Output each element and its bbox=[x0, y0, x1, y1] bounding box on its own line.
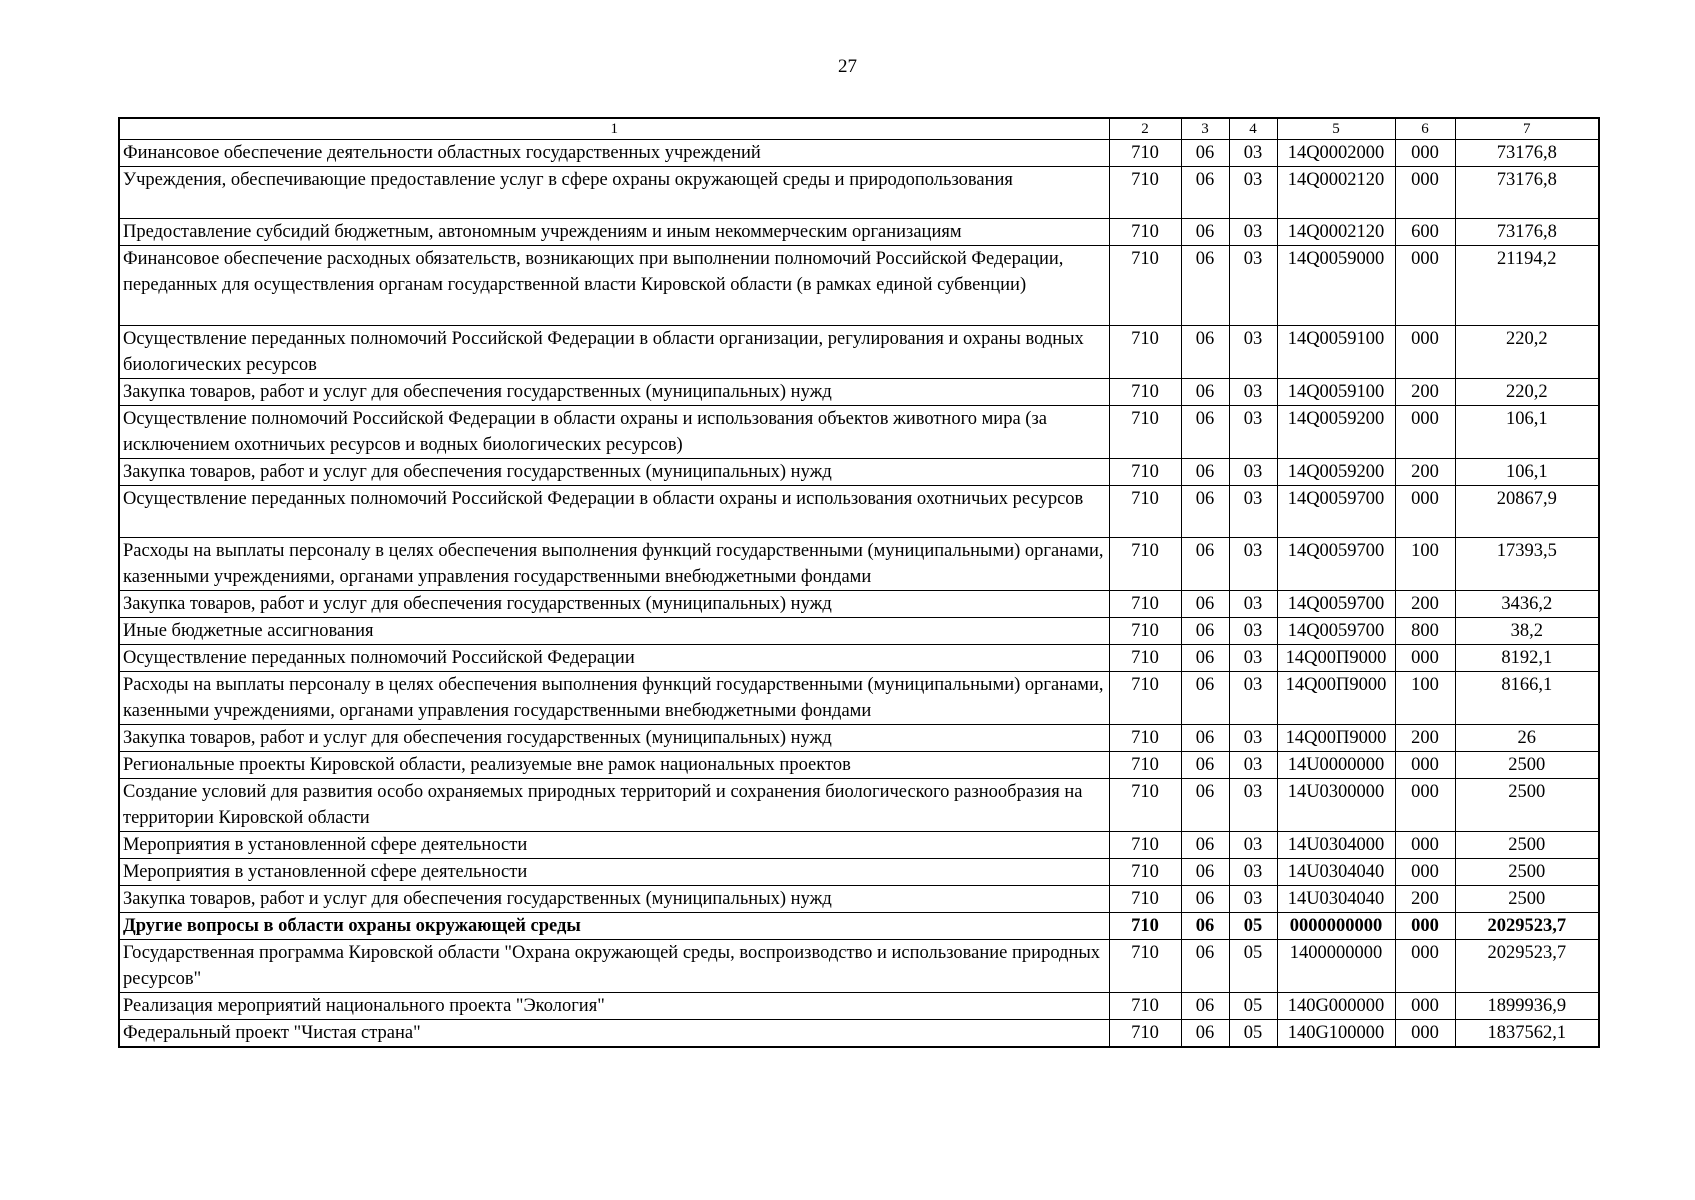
table-row bbox=[119, 618, 1599, 645]
row-code-5: 14Q0059000 bbox=[1277, 246, 1395, 326]
row-code-2: 710 bbox=[1109, 618, 1181, 645]
row-name: Осуществление переданных полномочий Российской Федерации в области охраны и использования охотничьих ресурсов bbox=[119, 486, 1109, 538]
row-amount: 220,2 bbox=[1455, 326, 1599, 379]
row-code-4: 03 bbox=[1229, 140, 1277, 167]
row-code-3: 06 bbox=[1181, 752, 1229, 779]
row-code-5: 14Q0002120 bbox=[1277, 219, 1395, 246]
row-code-2: 710 bbox=[1109, 859, 1181, 886]
row-code-3: 06 bbox=[1181, 886, 1229, 913]
row-code-4: 03 bbox=[1229, 591, 1277, 618]
row-name: Расходы на выплаты персоналу в целях обеспечения выполнения функций государственными (муниципальными) органами, казенными учреждениями, органами управления государственными внебюджетными фондами bbox=[119, 538, 1109, 591]
table-row bbox=[119, 140, 1599, 167]
column-header: 3 bbox=[1181, 118, 1229, 140]
row-code-4: 03 bbox=[1229, 618, 1277, 645]
row-code-3: 06 bbox=[1181, 913, 1229, 940]
column-header: 6 bbox=[1395, 118, 1455, 140]
row-amount: 1899936,9 bbox=[1455, 993, 1599, 1020]
row-code-6: 000 bbox=[1395, 406, 1455, 459]
table-row bbox=[119, 779, 1599, 832]
row-amount: 2500 bbox=[1455, 886, 1599, 913]
row-code-2: 710 bbox=[1109, 779, 1181, 832]
row-amount: 2500 bbox=[1455, 779, 1599, 832]
row-code-5: 14Q0059700 bbox=[1277, 618, 1395, 645]
row-code-2: 710 bbox=[1109, 1020, 1181, 1048]
row-code-2: 710 bbox=[1109, 913, 1181, 940]
row-code-5: 14Q0059700 bbox=[1277, 538, 1395, 591]
row-code-4: 03 bbox=[1229, 672, 1277, 725]
row-amount: 17393,5 bbox=[1455, 538, 1599, 591]
row-code-2: 710 bbox=[1109, 486, 1181, 538]
table-row bbox=[119, 886, 1599, 913]
row-name: Финансовое обеспечение расходных обязательств, возникающих при выполнении полномочий Российской Федерации, переданных для осуществления органам государственной власти Кировской области (в рамках единой субвенции) bbox=[119, 246, 1109, 326]
row-amount: 3436,2 bbox=[1455, 591, 1599, 618]
row-code-2: 710 bbox=[1109, 832, 1181, 859]
row-amount: 8192,1 bbox=[1455, 645, 1599, 672]
row-code-3: 06 bbox=[1181, 538, 1229, 591]
row-code-3: 06 bbox=[1181, 246, 1229, 326]
row-code-2: 710 bbox=[1109, 645, 1181, 672]
row-code-4: 05 bbox=[1229, 993, 1277, 1020]
row-code-4: 03 bbox=[1229, 246, 1277, 326]
row-amount: 1837562,1 bbox=[1455, 1020, 1599, 1048]
row-code-4: 03 bbox=[1229, 832, 1277, 859]
row-code-2: 710 bbox=[1109, 379, 1181, 406]
row-code-6: 000 bbox=[1395, 326, 1455, 379]
row-code-2: 710 bbox=[1109, 167, 1181, 219]
row-code-3: 06 bbox=[1181, 1020, 1229, 1048]
row-code-3: 06 bbox=[1181, 645, 1229, 672]
row-code-6: 000 bbox=[1395, 993, 1455, 1020]
row-code-6: 000 bbox=[1395, 779, 1455, 832]
row-code-5: 14U0300000 bbox=[1277, 779, 1395, 832]
row-code-5: 1400000000 bbox=[1277, 940, 1395, 993]
table-row bbox=[119, 167, 1599, 219]
row-code-6: 200 bbox=[1395, 459, 1455, 486]
row-code-6: 000 bbox=[1395, 167, 1455, 219]
row-code-2: 710 bbox=[1109, 406, 1181, 459]
row-code-4: 03 bbox=[1229, 326, 1277, 379]
row-name: Осуществление полномочий Российской Федерации в области охраны и использования объектов животного мира (за исключением охотничьих ресурсов и водных биологических ресурсов) bbox=[119, 406, 1109, 459]
row-amount: 8166,1 bbox=[1455, 672, 1599, 725]
row-code-5: 14Q0059700 bbox=[1277, 486, 1395, 538]
row-name: Государственная программа Кировской области "Охрана окружающей среды, воспроизводство и использование природных ресурсов" bbox=[119, 940, 1109, 993]
row-name: Учреждения, обеспечивающие предоставление услуг в сфере охраны окружающей среды и природопользования bbox=[119, 167, 1109, 219]
row-code-2: 710 bbox=[1109, 326, 1181, 379]
column-header: 5 bbox=[1277, 118, 1395, 140]
row-amount: 73176,8 bbox=[1455, 167, 1599, 219]
row-amount: 21194,2 bbox=[1455, 246, 1599, 326]
row-name: Мероприятия в установленной сфере деятельности bbox=[119, 832, 1109, 859]
row-code-6: 200 bbox=[1395, 591, 1455, 618]
row-code-4: 03 bbox=[1229, 538, 1277, 591]
row-code-3: 06 bbox=[1181, 672, 1229, 725]
row-code-6: 600 bbox=[1395, 219, 1455, 246]
table-row bbox=[119, 672, 1599, 725]
row-code-6: 000 bbox=[1395, 940, 1455, 993]
row-code-5: 14U0000000 bbox=[1277, 752, 1395, 779]
table-row bbox=[119, 913, 1599, 940]
row-amount: 106,1 bbox=[1455, 406, 1599, 459]
row-amount: 2029523,7 bbox=[1455, 913, 1599, 940]
row-code-3: 06 bbox=[1181, 859, 1229, 886]
table-row bbox=[119, 246, 1599, 326]
row-code-3: 06 bbox=[1181, 140, 1229, 167]
row-amount: 26 bbox=[1455, 725, 1599, 752]
row-code-3: 06 bbox=[1181, 167, 1229, 219]
row-code-2: 710 bbox=[1109, 940, 1181, 993]
row-code-5: 14Q0059200 bbox=[1277, 459, 1395, 486]
row-name: Реализация мероприятий национального проекта "Экология" bbox=[119, 993, 1109, 1020]
row-code-5: 14Q0059100 bbox=[1277, 379, 1395, 406]
row-code-5: 14Q0059700 bbox=[1277, 591, 1395, 618]
row-name: Осуществление переданных полномочий Российской Федерации в области организации, регулирования и охраны водных биологических ресурсов bbox=[119, 326, 1109, 379]
row-code-6: 100 bbox=[1395, 672, 1455, 725]
row-code-6: 200 bbox=[1395, 379, 1455, 406]
row-amount: 73176,8 bbox=[1455, 140, 1599, 167]
row-code-4: 03 bbox=[1229, 779, 1277, 832]
row-code-4: 03 bbox=[1229, 167, 1277, 219]
row-code-4: 03 bbox=[1229, 459, 1277, 486]
row-code-4: 03 bbox=[1229, 379, 1277, 406]
row-code-5: 140G100000 bbox=[1277, 1020, 1395, 1048]
row-code-5: 14Q00П9000 bbox=[1277, 725, 1395, 752]
row-amount: 2500 bbox=[1455, 752, 1599, 779]
row-code-5: 14Q0002120 bbox=[1277, 167, 1395, 219]
row-name: Закупка товаров, работ и услуг для обеспечения государственных (муниципальных) нужд bbox=[119, 379, 1109, 406]
row-code-4: 05 bbox=[1229, 1020, 1277, 1048]
table-row bbox=[119, 832, 1599, 859]
row-code-3: 06 bbox=[1181, 486, 1229, 538]
row-code-5: 140G000000 bbox=[1277, 993, 1395, 1020]
row-code-3: 06 bbox=[1181, 219, 1229, 246]
row-amount: 2029523,7 bbox=[1455, 940, 1599, 993]
row-name: Предоставление субсидий бюджетным, автономным учреждениям и иным некоммерческим организациям bbox=[119, 219, 1109, 246]
row-code-4: 03 bbox=[1229, 486, 1277, 538]
row-amount: 73176,8 bbox=[1455, 219, 1599, 246]
row-code-4: 03 bbox=[1229, 859, 1277, 886]
table-row bbox=[119, 326, 1599, 379]
row-name: Осуществление переданных полномочий Российской Федерации bbox=[119, 645, 1109, 672]
row-code-5: 0000000000 bbox=[1277, 913, 1395, 940]
row-name: Расходы на выплаты персоналу в целях обеспечения выполнения функций государственными (муниципальными) органами, казенными учреждениями, органами управления государственными внебюджетными фондами bbox=[119, 672, 1109, 725]
row-code-3: 06 bbox=[1181, 618, 1229, 645]
row-code-2: 710 bbox=[1109, 219, 1181, 246]
table-row bbox=[119, 859, 1599, 886]
row-code-2: 710 bbox=[1109, 725, 1181, 752]
row-code-2: 710 bbox=[1109, 752, 1181, 779]
row-code-2: 710 bbox=[1109, 538, 1181, 591]
row-amount: 2500 bbox=[1455, 859, 1599, 886]
row-code-5: 14Q0059200 bbox=[1277, 406, 1395, 459]
row-amount: 20867,9 bbox=[1455, 486, 1599, 538]
row-name: Мероприятия в установленной сфере деятельности bbox=[119, 859, 1109, 886]
row-code-6: 000 bbox=[1395, 645, 1455, 672]
table-row bbox=[119, 459, 1599, 486]
row-amount: 38,2 bbox=[1455, 618, 1599, 645]
row-code-3: 06 bbox=[1181, 379, 1229, 406]
table-row bbox=[119, 406, 1599, 459]
row-code-2: 710 bbox=[1109, 459, 1181, 486]
table-row bbox=[119, 1020, 1599, 1048]
row-code-3: 06 bbox=[1181, 779, 1229, 832]
table-row bbox=[119, 538, 1599, 591]
row-code-5: 14Q00П9000 bbox=[1277, 672, 1395, 725]
row-code-2: 710 bbox=[1109, 246, 1181, 326]
row-code-5: 14Q0059100 bbox=[1277, 326, 1395, 379]
row-code-6: 000 bbox=[1395, 246, 1455, 326]
row-code-6: 000 bbox=[1395, 752, 1455, 779]
row-name: Закупка товаров, работ и услуг для обеспечения государственных (муниципальных) нужд bbox=[119, 725, 1109, 752]
table-row bbox=[119, 940, 1599, 993]
row-amount: 2500 bbox=[1455, 832, 1599, 859]
row-code-5: 14U0304040 bbox=[1277, 886, 1395, 913]
row-code-6: 200 bbox=[1395, 886, 1455, 913]
row-code-5: 14U0304040 bbox=[1277, 859, 1395, 886]
row-code-4: 03 bbox=[1229, 725, 1277, 752]
row-name: Закупка товаров, работ и услуг для обеспечения государственных (муниципальных) нужд bbox=[119, 459, 1109, 486]
row-code-5: 14Q0002000 bbox=[1277, 140, 1395, 167]
table-row bbox=[119, 591, 1599, 618]
table-row bbox=[119, 219, 1599, 246]
row-code-6: 200 bbox=[1395, 725, 1455, 752]
row-amount: 220,2 bbox=[1455, 379, 1599, 406]
row-code-4: 03 bbox=[1229, 219, 1277, 246]
row-code-5: 14U0304000 bbox=[1277, 832, 1395, 859]
row-code-6: 000 bbox=[1395, 486, 1455, 538]
table-row bbox=[119, 645, 1599, 672]
row-code-2: 710 bbox=[1109, 993, 1181, 1020]
table-row bbox=[119, 752, 1599, 779]
row-code-4: 03 bbox=[1229, 645, 1277, 672]
row-code-3: 06 bbox=[1181, 459, 1229, 486]
column-header: 2 bbox=[1109, 118, 1181, 140]
row-name: Региональные проекты Кировской области, реализуемые вне рамок национальных проектов bbox=[119, 752, 1109, 779]
row-name: Иные бюджетные ассигнования bbox=[119, 618, 1109, 645]
row-code-4: 05 bbox=[1229, 940, 1277, 993]
row-code-6: 000 bbox=[1395, 140, 1455, 167]
row-code-2: 710 bbox=[1109, 886, 1181, 913]
row-code-6: 000 bbox=[1395, 913, 1455, 940]
row-code-2: 710 bbox=[1109, 140, 1181, 167]
page-number: 27 bbox=[838, 56, 857, 77]
row-name: Закупка товаров, работ и услуг для обеспечения государственных (муниципальных) нужд bbox=[119, 886, 1109, 913]
table-row bbox=[119, 486, 1599, 538]
row-code-2: 710 bbox=[1109, 672, 1181, 725]
row-code-2: 710 bbox=[1109, 591, 1181, 618]
row-amount: 106,1 bbox=[1455, 459, 1599, 486]
row-code-6: 100 bbox=[1395, 538, 1455, 591]
row-code-3: 06 bbox=[1181, 725, 1229, 752]
table-body bbox=[119, 140, 1599, 1048]
column-header: 7 bbox=[1455, 118, 1599, 140]
row-code-4: 05 bbox=[1229, 913, 1277, 940]
row-code-4: 03 bbox=[1229, 752, 1277, 779]
column-header: 1 bbox=[119, 118, 1109, 140]
row-code-3: 06 bbox=[1181, 406, 1229, 459]
table-header-row bbox=[119, 118, 1599, 140]
row-code-6: 000 bbox=[1395, 1020, 1455, 1048]
row-code-3: 06 bbox=[1181, 940, 1229, 993]
row-code-3: 06 bbox=[1181, 591, 1229, 618]
row-code-6: 000 bbox=[1395, 859, 1455, 886]
row-code-5: 14Q00П9000 bbox=[1277, 645, 1395, 672]
table-row bbox=[119, 993, 1599, 1020]
row-name: Создание условий для развития особо охраняемых природных территорий и сохранения биологического разнообразия на территории Кировской области bbox=[119, 779, 1109, 832]
budget-table bbox=[118, 117, 1600, 1048]
row-name: Федеральный проект "Чистая страна" bbox=[119, 1020, 1109, 1048]
row-name: Другие вопросы в области охраны окружающей среды bbox=[119, 913, 1109, 940]
row-code-3: 06 bbox=[1181, 832, 1229, 859]
row-name: Финансовое обеспечение деятельности областных государственных учреждений bbox=[119, 140, 1109, 167]
table-row bbox=[119, 725, 1599, 752]
row-code-4: 03 bbox=[1229, 406, 1277, 459]
row-name: Закупка товаров, работ и услуг для обеспечения государственных (муниципальных) нужд bbox=[119, 591, 1109, 618]
row-code-4: 03 bbox=[1229, 886, 1277, 913]
row-code-6: 000 bbox=[1395, 832, 1455, 859]
row-code-3: 06 bbox=[1181, 993, 1229, 1020]
row-code-3: 06 bbox=[1181, 326, 1229, 379]
row-code-6: 800 bbox=[1395, 618, 1455, 645]
table-row bbox=[119, 379, 1599, 406]
column-header: 4 bbox=[1229, 118, 1277, 140]
